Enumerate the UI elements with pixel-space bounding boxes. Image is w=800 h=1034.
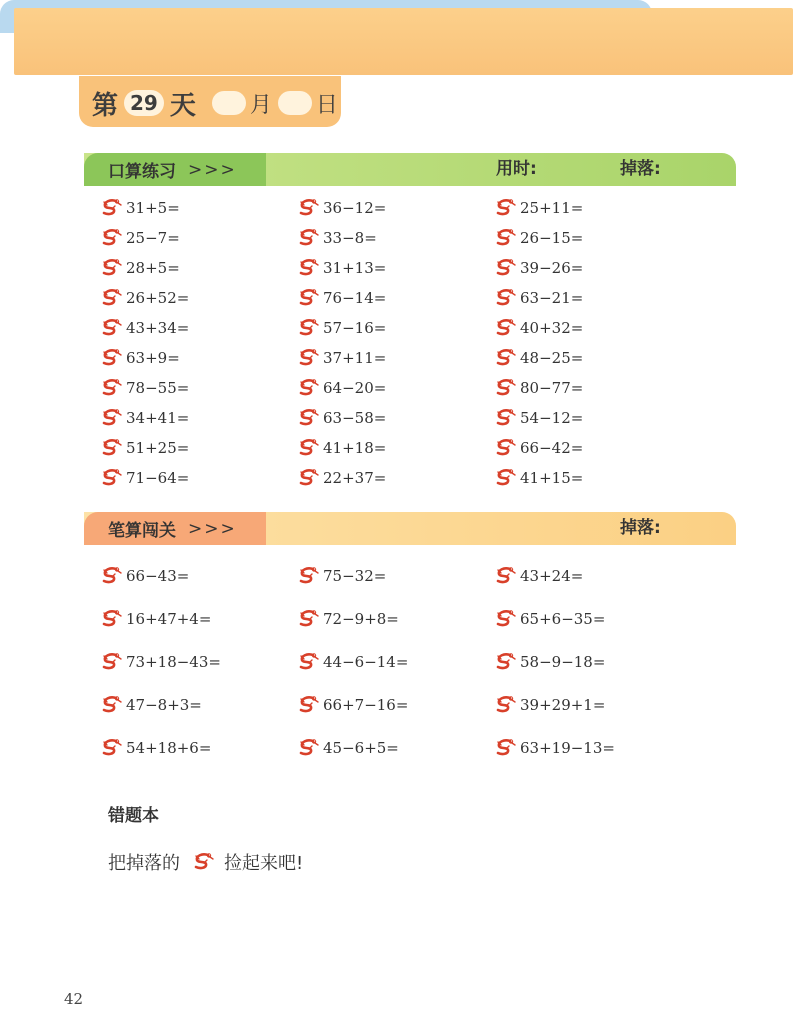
problem-text: 76−14= (323, 289, 387, 307)
page-number: 42 (64, 990, 84, 1008)
problem-item (494, 694, 605, 716)
red-dragon-icon (494, 378, 516, 398)
problem-item (100, 467, 189, 489)
problem-text: 66−42= (520, 439, 584, 457)
red-dragon-icon (297, 198, 319, 218)
red-dragon-icon (100, 652, 122, 672)
red-dragon-icon (192, 852, 214, 872)
problem-text: 26−15= (520, 229, 584, 247)
red-dragon-icon (297, 228, 319, 248)
problem-item (100, 317, 189, 339)
mistakes-title: 错题本 (108, 806, 159, 826)
written-title: 笔算闯关 (108, 521, 176, 541)
problem-item (297, 437, 386, 459)
red-dragon-icon (494, 609, 516, 629)
problem-text: 80−77= (520, 379, 584, 397)
problem-item (297, 651, 408, 673)
problem-text: 65+6−35= (520, 610, 606, 628)
red-dragon-icon (494, 566, 516, 586)
problem-text: 72−9+8= (323, 610, 399, 628)
day-prefix: 第 (92, 90, 119, 121)
red-dragon-icon (297, 288, 319, 308)
red-dragon-icon (297, 438, 319, 458)
red-dragon-icon (100, 318, 122, 338)
written-arrows: >>> (188, 518, 237, 539)
red-dragon-icon (100, 198, 122, 218)
month-blank[interactable] (212, 91, 246, 115)
problem-text: 54+18+6= (126, 739, 212, 757)
red-dragon-icon (297, 318, 319, 338)
note-text-after: 捡起来吧! (224, 853, 304, 874)
problem-item (297, 737, 399, 759)
problem-text: 36−12= (323, 199, 387, 217)
red-dragon-icon (100, 258, 122, 278)
red-dragon-icon (100, 738, 122, 758)
red-dragon-icon (494, 288, 516, 308)
problem-text: 45−6+5= (323, 739, 399, 757)
problem-item (297, 317, 386, 339)
red-dragon-icon (297, 258, 319, 278)
problem-item (297, 347, 386, 369)
problem-item (297, 407, 386, 429)
problem-item (494, 467, 583, 489)
red-dragon-icon (494, 738, 516, 758)
problem-text: 31+5= (126, 199, 180, 217)
problem-text: 71−64= (126, 469, 190, 487)
red-dragon-icon (494, 408, 516, 428)
problem-text: 16+47+4= (126, 610, 212, 628)
problem-item (494, 651, 605, 673)
problem-item (494, 377, 583, 399)
problem-item (100, 608, 211, 630)
problem-text: 40+32= (520, 319, 584, 337)
problem-item (100, 565, 189, 587)
problem-item (297, 197, 386, 219)
oral-title: 口算练习 (108, 162, 176, 182)
header-band (14, 8, 793, 75)
problem-text: 51+25= (126, 439, 190, 457)
red-dragon-icon (494, 695, 516, 715)
problem-text: 58−9−18= (520, 653, 606, 671)
red-dragon-icon (494, 198, 516, 218)
problem-text: 39−26= (520, 259, 584, 277)
problem-text: 47−8+3= (126, 696, 202, 714)
problem-item (494, 608, 605, 630)
red-dragon-icon (297, 695, 319, 715)
problem-item (297, 608, 399, 630)
red-dragon-icon (100, 468, 122, 488)
problem-item (297, 257, 386, 279)
problem-item (494, 197, 583, 219)
problem-item (494, 287, 583, 309)
red-dragon-icon (494, 468, 516, 488)
red-dragon-icon (297, 609, 319, 629)
red-dragon-icon (100, 566, 122, 586)
problem-item (297, 287, 386, 309)
red-dragon-icon (100, 348, 122, 368)
problem-item (297, 565, 386, 587)
written-dropped-label: 掉落: (620, 518, 661, 538)
problem-item (100, 377, 189, 399)
problem-item (494, 737, 615, 759)
problem-item (494, 437, 583, 459)
red-dragon-icon (494, 258, 516, 278)
note-text-before: 把掉落的 (108, 853, 180, 874)
problem-text: 63+9= (126, 349, 180, 367)
problem-item (100, 257, 180, 279)
problem-text: 75−32= (323, 567, 387, 585)
problem-text: 78−55= (126, 379, 190, 397)
mistakes-note (108, 848, 303, 876)
problem-text: 25+11= (520, 199, 584, 217)
red-dragon-icon (297, 348, 319, 368)
problem-text: 43+34= (126, 319, 190, 337)
red-dragon-icon (100, 288, 122, 308)
red-dragon-icon (297, 738, 319, 758)
time-label: 用时: (496, 159, 537, 179)
red-dragon-icon (494, 652, 516, 672)
red-dragon-icon (494, 348, 516, 368)
day-blank[interactable] (278, 91, 312, 115)
red-dragon-icon (297, 566, 319, 586)
problem-text: 64−20= (323, 379, 387, 397)
problem-item (494, 407, 583, 429)
problem-item (100, 197, 180, 219)
problem-text: 37+11= (323, 349, 387, 367)
red-dragon-icon (297, 468, 319, 488)
problem-item (297, 227, 377, 249)
problem-text: 28+5= (126, 259, 180, 277)
problem-item (100, 407, 189, 429)
problem-text: 63+19−13= (520, 739, 615, 757)
problem-text: 41+15= (520, 469, 584, 487)
written-section-title (84, 512, 266, 545)
problem-item (494, 317, 583, 339)
problem-item (494, 257, 583, 279)
red-dragon-icon (297, 652, 319, 672)
problem-item (100, 694, 202, 716)
red-dragon-icon (494, 318, 516, 338)
problem-item (100, 227, 180, 249)
problem-text: 33−8= (323, 229, 377, 247)
red-dragon-icon (100, 609, 122, 629)
problem-text: 39+29+1= (520, 696, 606, 714)
red-dragon-icon (100, 695, 122, 715)
red-dragon-icon (100, 228, 122, 248)
problem-item (100, 651, 221, 673)
red-dragon-icon (494, 438, 516, 458)
problem-text: 31+13= (323, 259, 387, 277)
day-number: 29 (124, 90, 164, 116)
problem-text: 63−58= (323, 409, 387, 427)
problem-text: 34+41= (126, 409, 190, 427)
problem-text: 66+7−16= (323, 696, 409, 714)
problem-item (100, 287, 189, 309)
problem-text: 25−7= (126, 229, 180, 247)
oral-arrows: >>> (188, 159, 237, 180)
problem-text: 41+18= (323, 439, 387, 457)
problem-item (494, 347, 583, 369)
problem-text: 73+18−43= (126, 653, 221, 671)
red-dragon-icon (100, 378, 122, 398)
red-dragon-icon (297, 408, 319, 428)
problem-item (100, 437, 189, 459)
problem-text: 63−21= (520, 289, 584, 307)
problem-text: 57−16= (323, 319, 387, 337)
red-dragon-icon (297, 378, 319, 398)
day-label: 日 (315, 92, 338, 118)
red-dragon-icon (100, 408, 122, 428)
problem-item (100, 737, 211, 759)
problem-item (297, 694, 408, 716)
problem-text: 26+52= (126, 289, 190, 307)
oral-dropped-label: 掉落: (620, 159, 661, 179)
problem-item (297, 467, 386, 489)
problem-item (100, 347, 180, 369)
red-dragon-icon (494, 228, 516, 248)
day-heading (92, 86, 338, 120)
problem-item (297, 377, 386, 399)
problem-text: 66−43= (126, 567, 190, 585)
day-suffix: 天 (169, 90, 196, 121)
problem-item (494, 227, 583, 249)
problem-item (494, 565, 583, 587)
problem-text: 43+24= (520, 567, 584, 585)
month-label: 月 (249, 92, 272, 118)
oral-section-title (84, 153, 266, 186)
red-dragon-icon (100, 438, 122, 458)
problem-text: 48−25= (520, 349, 584, 367)
problem-text: 44−6−14= (323, 653, 409, 671)
problem-text: 22+37= (323, 469, 387, 487)
problem-text: 54−12= (520, 409, 584, 427)
